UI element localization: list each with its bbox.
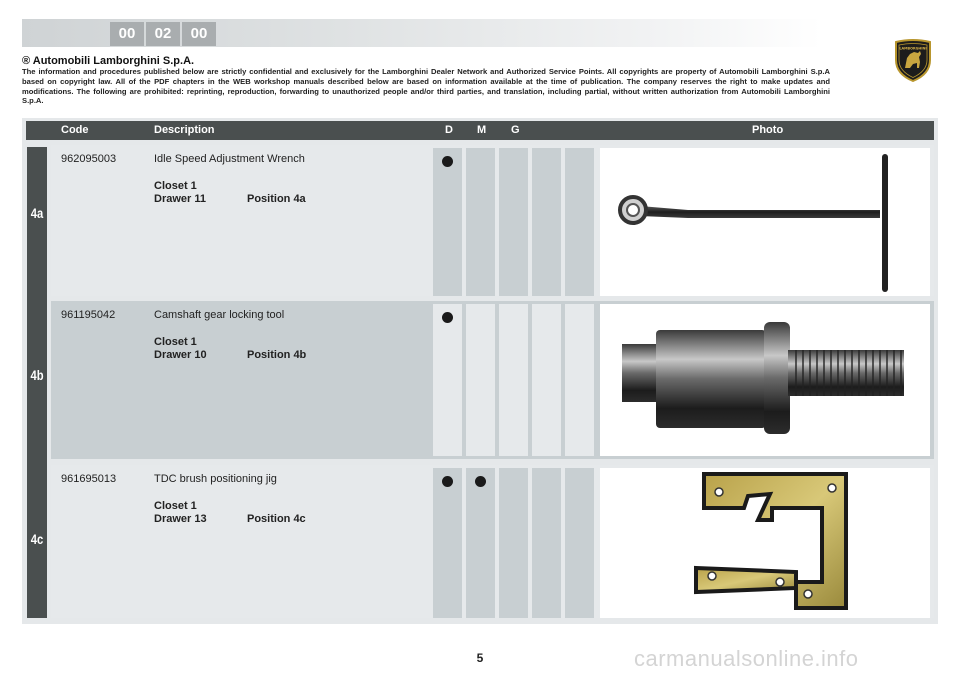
tool-description: Idle Speed Adjustment Wrench — [154, 153, 305, 165]
tool-drawer: Drawer 11 — [154, 193, 206, 205]
lamborghini-shield-logo — [893, 38, 933, 82]
bullet-mark — [442, 156, 453, 167]
section-label-4b: 4b — [30, 367, 44, 383]
tool-description: TDC brush positioning jig — [154, 473, 277, 485]
bullet-mark — [442, 476, 453, 487]
chapter-number-1: 00 — [110, 22, 144, 46]
mark-cell-4 — [532, 148, 561, 296]
page-number: 5 — [476, 651, 484, 665]
mark-cell-d — [433, 304, 462, 456]
mark-cell-d — [433, 468, 462, 618]
mark-cell-g — [499, 148, 528, 296]
chapter-number-2: 02 — [146, 22, 180, 46]
col-header-d: D — [445, 124, 453, 136]
col-header-description: Description — [154, 124, 215, 136]
table-row — [51, 145, 934, 296]
col-header-photo: Photo — [752, 124, 784, 136]
disclaimer-text: The information and procedures published below are strictly confidential and exclusively for the Lamborghini Dealer Network and Authorized Service Points. All copyrights are property of Automobili Lamborghini S.p.A based on copyright law. All of the PDF chapters in the WEB workshop manuals described below are based on information available at the time of publication. The company reserves the right to make updates and modifications. The following are prohibited: reprinting, reproduction, forwarding to unauthorized people and/or third parties, and translation, including partial, without written authorization from Automobili Lamborghini S.p.A. — [22, 67, 830, 106]
col-header-g: G — [511, 124, 520, 136]
tool-position: Position 4c — [247, 513, 306, 525]
tool-code: 962095003 — [61, 153, 117, 165]
mark-cell-5 — [565, 468, 594, 618]
mark-cell-g — [499, 468, 528, 618]
bullet-mark — [475, 476, 486, 487]
threaded-bolt-tool-icon — [600, 304, 930, 456]
tool-code: 961195042 — [61, 309, 116, 321]
tool-code: 961695013 — [61, 473, 117, 485]
mark-cell-m — [466, 148, 495, 296]
mark-cell-d — [433, 148, 462, 296]
tool-position: Position 4a — [247, 193, 306, 205]
mark-cell-m — [466, 468, 495, 618]
tool-description: Camshaft gear locking tool — [154, 309, 285, 321]
section-label-4c: 4c — [30, 531, 44, 547]
tool-position: Position 4b — [247, 349, 307, 361]
mark-cell-5 — [565, 148, 594, 296]
mark-cell-m — [466, 304, 495, 456]
company-name: ® Automobili Lamborghini S.p.A. — [22, 55, 195, 67]
tool-drawer: Drawer 10 — [154, 349, 207, 361]
tool-closet: Closet 1 — [154, 336, 197, 348]
positioning-jig-plate-icon — [600, 468, 930, 618]
tool-closet: Closet 1 — [154, 180, 197, 192]
section-label-4a: 4a — [30, 205, 44, 221]
tools-table — [22, 118, 938, 624]
mark-cell-4 — [532, 304, 561, 456]
mark-cell-4 — [532, 468, 561, 618]
col-header-code: Code — [61, 124, 89, 136]
t-handle-wrench-icon — [600, 148, 930, 296]
table-row — [51, 465, 934, 618]
bullet-mark — [442, 312, 453, 323]
table-row — [51, 301, 934, 459]
mark-cell-g — [499, 304, 528, 456]
mark-cell-5 — [565, 304, 594, 456]
col-header-m: M — [477, 124, 487, 136]
watermark-text: carmanualsonline.info — [634, 646, 859, 671]
table-header — [26, 121, 934, 140]
section-sidebar — [27, 147, 47, 618]
tool-closet: Closet 1 — [154, 500, 197, 512]
tool-drawer: Drawer 13 — [154, 513, 207, 525]
svg-text:LAMBORGHINI: LAMBORGHINI — [899, 46, 927, 51]
chapter-number-3: 00 — [182, 22, 216, 46]
